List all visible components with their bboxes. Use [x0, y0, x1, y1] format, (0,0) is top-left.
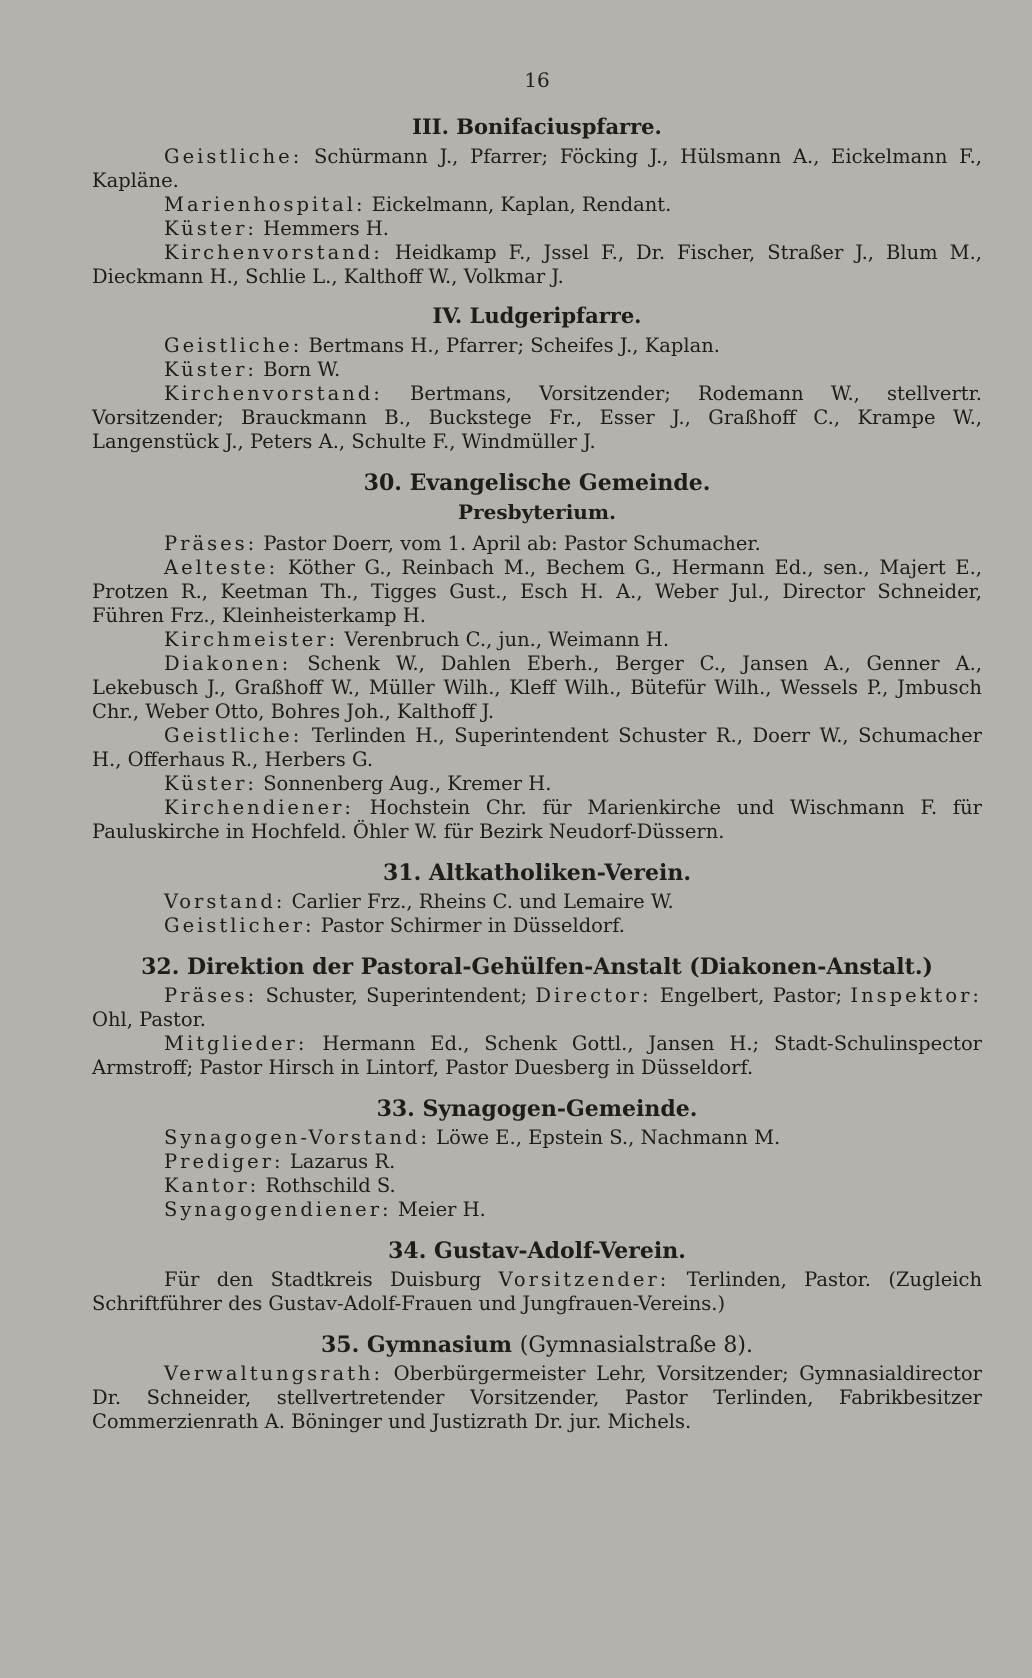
entry-text: Born W.	[263, 358, 341, 381]
entry-text: Schuster, Superintendent;	[265, 984, 528, 1007]
section-heading	[92, 1332, 982, 1358]
entry-text: Rothschild S.	[265, 1174, 396, 1197]
entry-label: Geistliche:	[164, 724, 303, 747]
entry-kuester	[92, 358, 982, 382]
entry-geistlicher	[92, 914, 982, 938]
heading-name: Bonifaciuspfarre.	[456, 114, 662, 139]
section-altkatholiken-verein	[92, 860, 982, 938]
entry-geistliche	[92, 724, 982, 772]
entry-label: Synagogen-Vorstand:	[164, 1126, 430, 1149]
entry-label: Synagogendiener:	[164, 1198, 392, 1221]
entry-kirchenvorstand	[92, 241, 982, 289]
entry-diakonen	[92, 652, 982, 724]
entry-label: Küster:	[164, 217, 257, 240]
entry-label: Kirchendiener:	[164, 796, 354, 819]
entry-label: Diakonen:	[164, 652, 292, 675]
entry-text: Pastor Schirmer in Düsseldorf.	[320, 914, 625, 937]
entry-label: Kirchenvorstand:	[164, 241, 383, 264]
section-ludgeripfarre	[92, 303, 982, 454]
section-synagogen-gemeinde	[92, 1096, 982, 1222]
entry-label: Vorsitzender:	[498, 1268, 670, 1291]
entry-label: Mitglieder:	[164, 1032, 308, 1055]
entry-mitglieder	[92, 1032, 982, 1080]
entry-marienhospital	[92, 193, 982, 217]
entry-text-director: Engelbert, Pastor;	[659, 984, 843, 1007]
entry-geistliche	[92, 145, 982, 193]
entry-label: Kantor:	[164, 1174, 260, 1197]
entry-kuester	[92, 772, 982, 796]
section-heading	[92, 114, 982, 139]
entry-label: Marienhospital:	[164, 193, 366, 216]
entry-label: Küster:	[164, 358, 257, 381]
section-bonifaciuspfarre	[92, 114, 982, 289]
entry-label: Kirchenvorstand:	[164, 382, 383, 405]
section-heading: 32. Direktion der Pastoral-Gehülfen-Anstalt (Diakonen-Anstalt.)	[141, 954, 933, 980]
section-heading: 33. Synagogen-Gemeinde.	[376, 1096, 698, 1122]
entry-kuester	[92, 217, 982, 241]
entry-text: Köther G., Reinbach M., Bechem G., Hermann Ed., sen., Majert E., Protzen R., Keetman Th., Tigges Gust., Esch H. A., Weber Jul., Director Schneider, Führen Frz., Kleinheisterkamp H.	[92, 556, 982, 627]
heading-number: IV.	[432, 303, 463, 328]
entry-text: Terlinden, Pastor. (Zugleich Schriftführer des Gustav-Adolf-Frauen und Jungfrauen-Vereins.)	[92, 1268, 983, 1315]
heading-address: (Gymnasialstraße 8).	[519, 1333, 753, 1358]
entry-text: Hochstein Chr. für Marienkirche und Wischmann F. für Pauluskirche in Hochfeld. Öhler W. für Bezirk Neudorf-Düssern.	[92, 796, 982, 843]
entry-label: Aelteste:	[164, 556, 279, 579]
entry-text: Carlier Frz., Rheins C. und Lemaire W.	[291, 890, 674, 913]
entry-text: Sonnenberg Aug., Kremer H.	[263, 772, 552, 795]
entry-label: Geistliche:	[164, 145, 303, 168]
entry-label: Kirchmeister:	[164, 628, 339, 651]
entry-verwaltungsrath	[92, 1362, 982, 1434]
entry-praeses	[92, 532, 982, 556]
entry-vorstand	[92, 890, 982, 914]
entry-text: Löwe E., Epstein S., Nachmann M.	[436, 1126, 781, 1149]
entry-geistliche	[92, 334, 982, 358]
entry-text: Terlinden H., Superintendent Schuster R., Doerr W., Schumacher H., Offerhaus R., Herbers G.	[92, 724, 982, 771]
entry-praeses	[92, 984, 982, 1032]
entry-text: Oberbürgermeister Lehr, Vorsitzender; Gymnasialdirector Dr. Schneider, stellvertretender Vorsitzender, Pastor Terlinden, Fabrikbesitzer Commerzienrath A. Böninger und Justizrath Dr. jur. Michels.	[92, 1362, 982, 1433]
section-heading: 34. Gustav-Adolf-Verein.	[388, 1238, 686, 1264]
section-pastoral-gehuelfen-anstalt	[92, 954, 982, 1080]
entry-text: Pastor Doerr, vom 1. April ab: Pastor Schumacher.	[263, 532, 761, 555]
entry-kirchmeister	[92, 628, 982, 652]
entry-text: Schürmann J., Pfarrer; Föcking J., Hülsmann A., Eickelmann F., Kapläne.	[92, 145, 982, 192]
section-heading: 31. Altkatholiken-Verein.	[383, 860, 691, 886]
heading-number: III.	[412, 114, 449, 139]
heading-main: 35. Gymnasium	[321, 1332, 513, 1358]
heading-name: Ludgeripfarre.	[469, 303, 642, 328]
section-heading: 30. Evangelische Gemeinde.	[363, 470, 711, 496]
entry-label-inspektor: Inspektor:	[850, 984, 982, 1007]
entry-label-director: Director:	[535, 984, 652, 1007]
entry-text: Eickelmann, Kaplan, Rendant.	[371, 193, 672, 216]
section-evangelische-gemeinde	[92, 470, 982, 844]
entry-kirchendiener	[92, 796, 982, 844]
section-gustav-adolf-verein	[92, 1238, 982, 1316]
entry-label: Küster:	[164, 772, 257, 795]
entry-label: Geistlicher:	[164, 914, 315, 937]
entry-kantor	[92, 1174, 982, 1198]
entry-text: Heidkamp F., Jssel F., Dr. Fischer, Straßer J., Blum M., Dieckmann H., Schlie L., Kalthoff W., Volkmar J.	[92, 241, 983, 288]
entry-label: Präses:	[164, 532, 258, 555]
entry-text: Hermann Ed., Schenk Gottl., Jansen H.; Stadt-Schulinspector Armstroff; Pastor Hirsch in Lintorf, Pastor Duesberg in Düsseldorf.	[92, 1032, 983, 1079]
entry-text: Verenbruch C., jun., Weimann H.	[344, 628, 670, 651]
section-subheading: Presbyterium.	[458, 500, 616, 524]
entry-aelteste	[92, 556, 982, 628]
entry-text: Schenk W., Dahlen Eberh., Berger C., Jansen A., Genner A., Lekebusch J., Graßhoff W., Müller Wilh., Kleff Wilh., Bütefür Wilh., Wessels P., Jmbusch Chr., Weber Otto, Bohres Joh., Kalthoff J.	[92, 652, 982, 723]
section-heading	[92, 303, 982, 328]
entry-prediger	[92, 1150, 982, 1174]
entry-label: Präses:	[164, 984, 258, 1007]
entry-text: Meier H.	[397, 1198, 486, 1221]
entry-text: Bertmans H., Pfarrer; Scheifes J., Kaplan.	[308, 334, 720, 357]
entry-label: Prediger:	[164, 1150, 284, 1173]
entry-vorsitzender	[92, 1268, 982, 1316]
entry-text-inspektor: Ohl, Pastor.	[92, 1008, 207, 1031]
entry-kirchenvorstand	[92, 382, 982, 454]
entry-synagogendiener	[92, 1198, 982, 1222]
entry-text: Bertmans, Vorsitzender; Rodemann W., stellvertr. Vorsitzender; Brauckmann B., Buckstege Fr., Esser J., Graßhoff C., Krampe W., Langenstück J., Peters A., Schulte F., Windmüller J.	[92, 382, 982, 453]
entry-label: Verwaltungsrath:	[164, 1362, 384, 1385]
section-gymnasium	[92, 1332, 982, 1434]
entry-label: Geistliche:	[164, 334, 303, 357]
entry-text: Hemmers H.	[263, 217, 389, 240]
entry-label: Vorstand:	[164, 890, 286, 913]
entry-synagogen-vorstand	[92, 1126, 982, 1150]
entry-prefix: Für den Stadtkreis Duisburg	[164, 1268, 482, 1291]
page-number: 16	[524, 68, 550, 92]
entry-text: Lazarus R.	[289, 1150, 396, 1173]
